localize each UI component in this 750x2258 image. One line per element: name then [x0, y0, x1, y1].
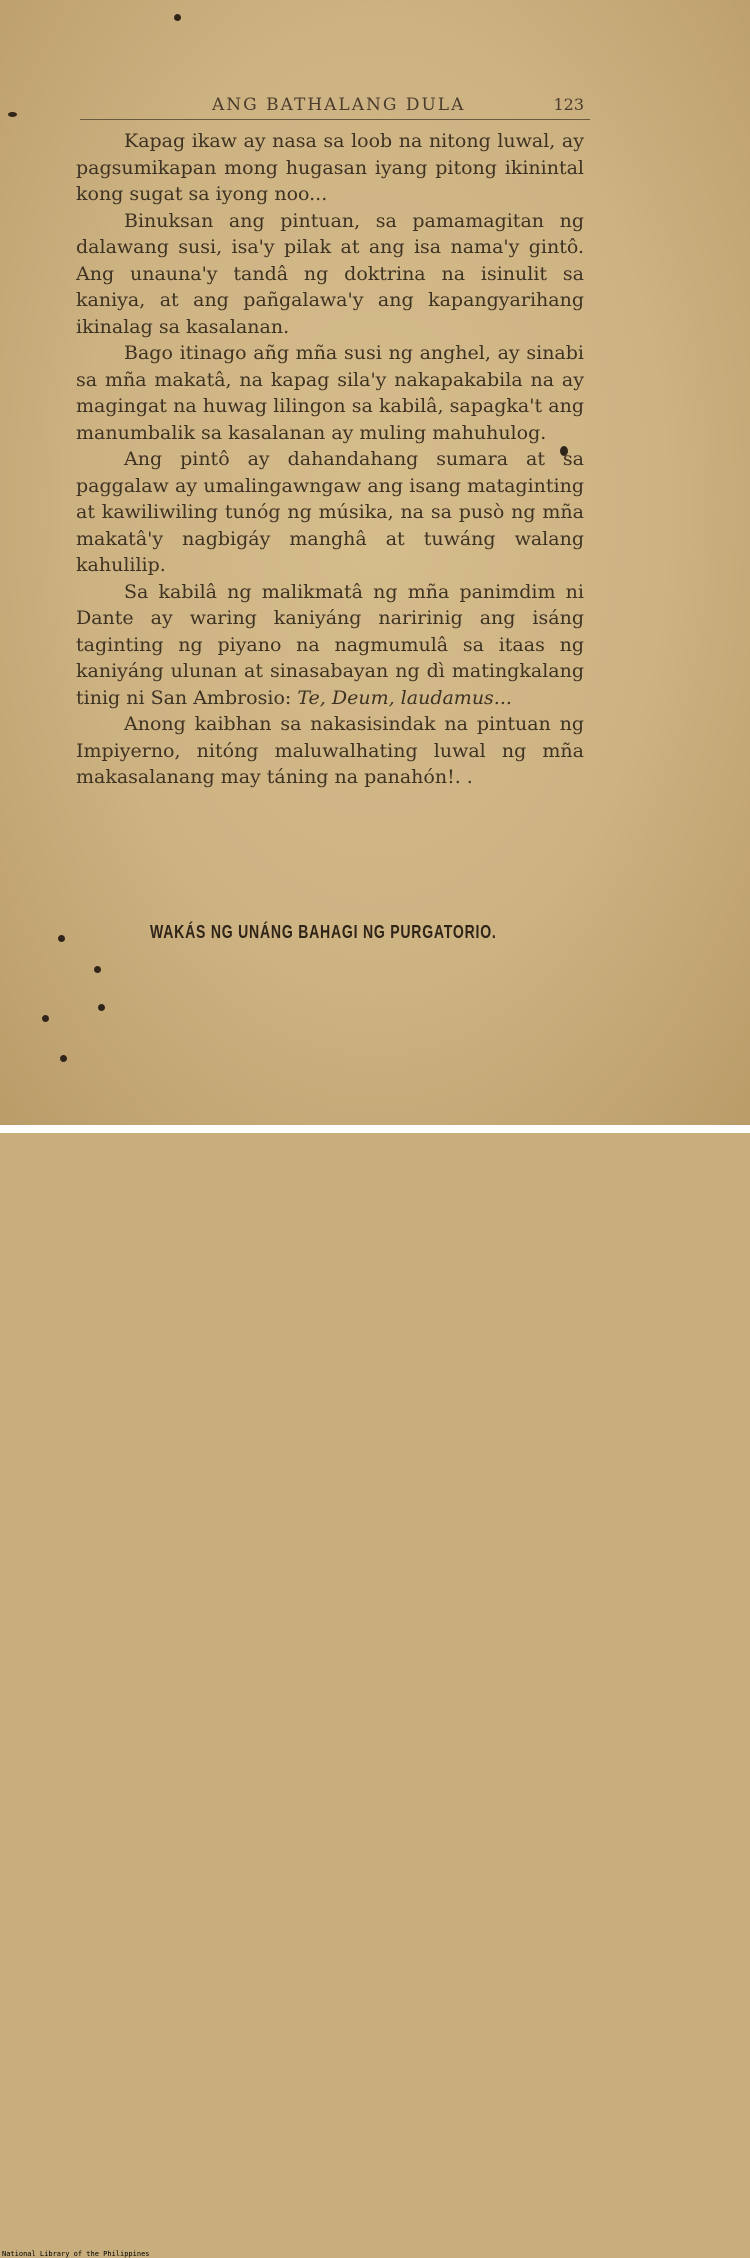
paragraph: Ang pintô ay dahandahang sumara at sa paggalaw ay umalingawngaw ang isang mataginting at kawiliwiling tunóg ng músika, na sa pusò ng mña makatâ'y nagbigáy manghâ at tuwáng walang kahulilip.	[76, 448, 584, 576]
ink-spot	[8, 112, 17, 117]
running-title: ANG BATHALANG DULA	[212, 95, 466, 115]
ink-spot	[42, 1015, 49, 1022]
paragraph: Anong kaibhan sa nakasisindak na pintuan ng Impiyerno, nitóng maluwalhating luwal ng mña makasalanang may táning na panahón!. .	[76, 713, 584, 788]
paragraph-text: Sa kabilâ ng malikmatâ ng mña panimdim ni Dante ay waring kaniyáng naririnig ang isáng taginting ng piyano na nagmumulâ sa itaas ng kaniyáng ulunan at sinasabayan ng dì matingkalang tinig ni San Ambrosio:	[76, 580, 584, 709]
book-page	[0, 0, 750, 1125]
ink-spot	[98, 1004, 105, 1011]
ink-spot	[58, 935, 65, 942]
library-credit: National Library of the Philippines	[2, 2250, 150, 2258]
closing-line: WAKÁS NG UNÁNG BAHAGI NG PURGATORIO.	[150, 922, 497, 942]
footer-strip	[0, 1125, 750, 2258]
ink-spot	[174, 14, 181, 21]
page-number: 123	[553, 95, 584, 114]
ink-spot	[60, 1055, 67, 1062]
paragraph: Kapag ikaw ay nasa sa loob na nitong luwal, ay pagsumikapan mong hugasan iyang pitong ikinintal kong sugat sa iyong noo...	[76, 130, 584, 205]
paragraph: Binuksan ang pintuan, sa pamamagitan ng dalawang susi, isa'y pilak at ang isa nama'y gintô. Ang unauna'y tandâ ng doktrina na isinulit sa kaniya, at ang pañgalawa'y ang kapangyarihang ikinalag sa kasalanan.	[76, 209, 584, 338]
paragraph	[76, 579, 584, 712]
paragraph: Bago itinago añg mña susi ng anghel, ay sinabi sa mña makatâ, na kapag sila'y nakapakabila na ay magingat na huwag lilingon sa kabilâ, sapagka't ang manumbalik sa kasalanan ay muling mahuhulog.	[76, 342, 584, 444]
body-text	[76, 128, 584, 791]
ink-spot	[94, 966, 101, 973]
page-header	[80, 95, 590, 120]
latin-quote: Te, Deum, laudamus...	[297, 686, 512, 709]
